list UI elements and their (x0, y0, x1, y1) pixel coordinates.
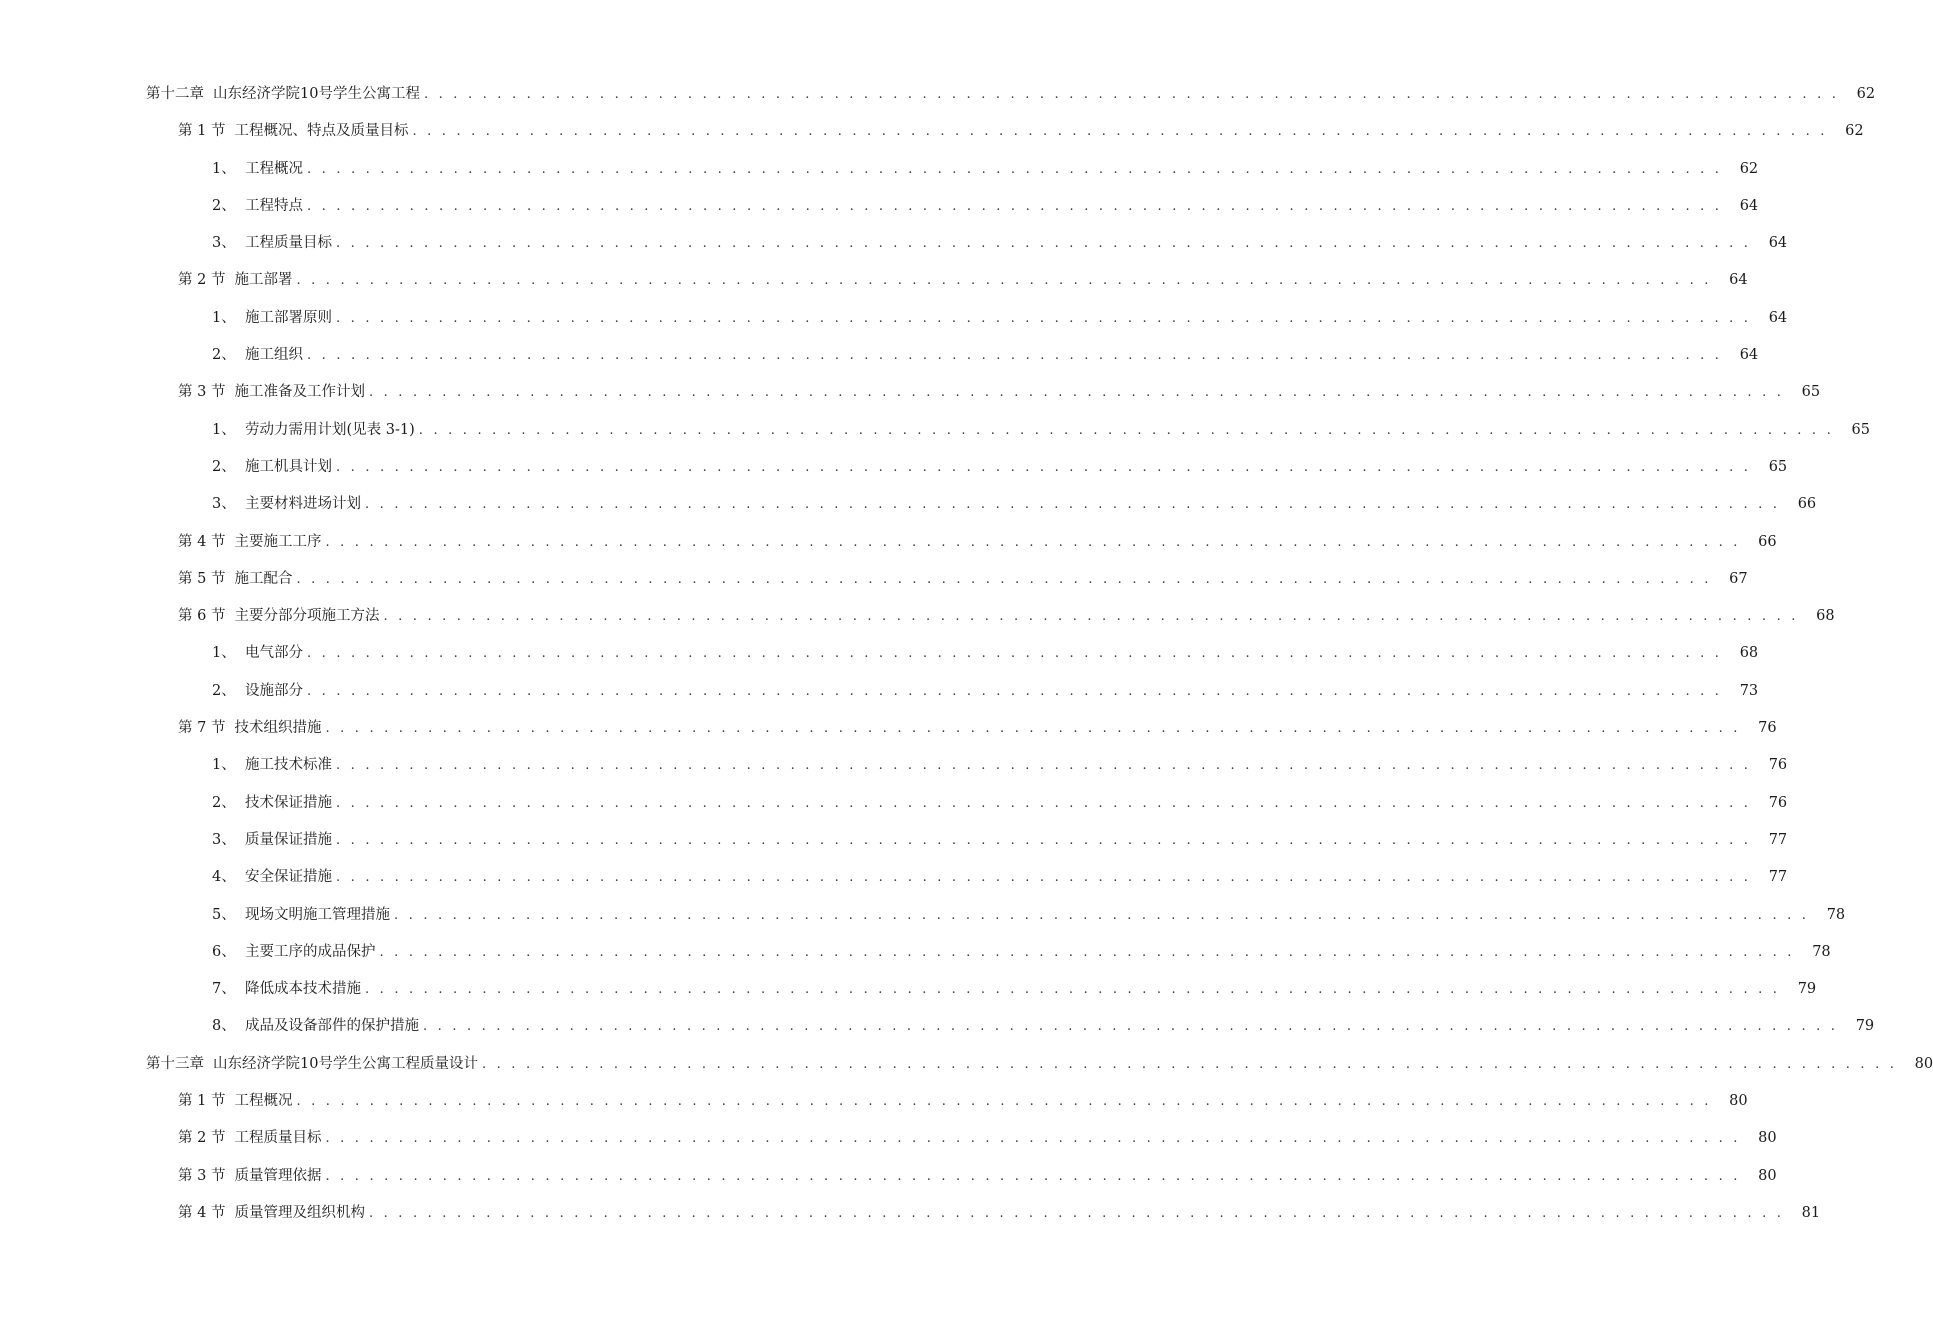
toc-entry-title: 技术组织措施 (234, 720, 322, 737)
toc-section-entry[interactable] (0, 113, 1864, 150)
toc-entry-title: 质量管理及组织机构 (234, 1204, 365, 1221)
toc-entry-title: 降低成本技术措施 (245, 981, 361, 998)
toc-entry-title: 工程质量目标 (245, 235, 332, 252)
toc-page-number: 73 (1739, 682, 1759, 699)
toc-page-number: 80 (1758, 1167, 1777, 1184)
toc-entry-number: 第 1 节 (178, 123, 226, 140)
dot-leader: . . . . . . . . . . . . . . . . . . . . . . . . . . . . . . . . . . . . . . . . . . . . . . . . . . . . . . . . . . . . . . . . . . . . . . . . . . . . . . . . . . . . . . . . . . . . . . . . . (336, 832, 1752, 848)
dot-leader: . . . . . . . . . . . . . . . . . . . . . . . . . . . . . . . . . . . . . . . . . . . . . . . . . . . . . . . . . . . . . . . . . . . . . . . . . . . . . . . . . . . . . . . . . . . . . . . . . (379, 944, 1795, 960)
toc-entry-number: 第 4 节 (178, 1204, 226, 1221)
toc-page-number: 65 (1768, 458, 1788, 475)
toc-entry-number: 2、 (212, 682, 236, 699)
toc-entry-number: 第 5 节 (178, 570, 226, 587)
toc-section-entry[interactable] (0, 710, 1777, 747)
toc-page-number: 62 (1739, 160, 1759, 177)
toc-entry-title: 施工技术标准 (245, 757, 332, 774)
toc-page-number: 62 (1845, 123, 1864, 140)
toc-entry-number: 1、 (212, 421, 236, 438)
toc-page-number: 76 (1758, 720, 1777, 737)
dot-leader: . . . . . . . . . . . . . . . . . . . . . . . . . . . . . . . . . . . . . . . . . . . . . . . . . . . . . . . . . . . . . . . . . . . . . . . . . . . . . . . . . . . . . . . . . . . . . . . . . (296, 571, 1712, 587)
toc-item-entry[interactable] (0, 635, 1759, 672)
toc-entry-number: 2、 (212, 347, 236, 364)
toc-item-entry[interactable] (0, 747, 1788, 784)
toc-entry-title: 设施部分 (245, 682, 303, 699)
toc-item-entry[interactable] (0, 822, 1788, 859)
toc-entry-number: 第 2 节 (178, 272, 226, 289)
toc-page-number: 81 (1801, 1204, 1821, 1221)
toc-entry-number: 1、 (212, 645, 236, 662)
dot-leader: . . . . . . . . . . . . . . . . . . . . . . . . . . . . . . . . . . . . . . . . . . . . . . . . . . . . . . . . . . . . . . . . . . . . . . . . . . . . . . . . . . . . . . . . . . . . . . . . . (336, 758, 1752, 774)
toc-entry-number: 6、 (212, 943, 236, 960)
dot-leader: . . . . . . . . . . . . . . . . . . . . . . . . . . . . . . . . . . . . . . . . . . . . . . . . . . . . . . . . . . . . . . . . . . . . . . . . . . . . . . . . . . . . . . . . . . . . . . . . . (336, 795, 1752, 811)
toc-entry-title: 施工机具计划 (245, 458, 332, 475)
dot-leader: . . . . . . . . . . . . . . . . . . . . . . . . . . . . . . . . . . . . . . . . . . . . . . . . . . . . . . . . . . . . . . . . . . . . . . . . . . . . . . . . . . . . . . . . . . . . . . . . . (412, 124, 1828, 140)
toc-chapter-entry[interactable] (0, 76, 1876, 113)
toc-item-entry[interactable] (0, 897, 1846, 934)
toc-section-entry[interactable] (0, 1195, 1821, 1232)
toc-entry-number: 2、 (212, 458, 236, 475)
dot-leader: . . . . . . . . . . . . . . . . . . . . . . . . . . . . . . . . . . . . . . . . . . . . . . . . . . . . . . . . . . . . . . . . . . . . . . . . . . . . . . . . . . . . . . . . . . . . . . . . . (423, 1019, 1839, 1035)
toc-item-entry[interactable] (0, 934, 1831, 971)
toc-entry-title: 成品及设备部件的保护措施 (245, 1018, 419, 1035)
toc-section-entry[interactable] (0, 374, 1821, 411)
toc-entry-title: 主要工序的成品保护 (245, 943, 376, 960)
toc-entry-number: 第十三章 (146, 1055, 204, 1072)
toc-page-number: 80 (1758, 1130, 1777, 1147)
toc-page-number: 64 (1739, 197, 1759, 214)
toc-item-entry[interactable] (0, 449, 1788, 486)
toc-page-number: 66 (1758, 533, 1777, 550)
toc-entry-number: 第 1 节 (178, 1093, 226, 1110)
dot-leader: . . . . . . . . . . . . . . . . . . . . . . . . . . . . . . . . . . . . . . . . . . . . . . . . . . . . . . . . . . . . . . . . . . . . . . . . . . . . . . . . . . . . . . . . . . . . . . . . . (307, 161, 1723, 177)
toc-page-number: 68 (1739, 645, 1759, 662)
toc-entry-title: 劳动力需用计划(见表 3-1) (245, 421, 415, 438)
toc-page-number: 76 (1768, 757, 1788, 774)
toc-item-entry[interactable] (0, 673, 1759, 710)
toc-item-entry[interactable] (0, 300, 1788, 337)
toc-page-number: 79 (1855, 1018, 1875, 1035)
dot-leader: . . . . . . . . . . . . . . . . . . . . . . . . . . . . . . . . . . . . . . . . . . . . . . . . . . . . . . . . . . . . . . . . . . . . . . . . . . . . . . . . . . . . . . . . . . . . . . . . . (325, 721, 1741, 737)
toc-entry-title: 施工准备及工作计划 (234, 384, 365, 401)
toc-section-entry[interactable] (0, 1083, 1748, 1120)
toc-page-number: 62 (1856, 86, 1876, 102)
dot-leader: . . . . . . . . . . . . . . . . . . . . . . . . . . . . . . . . . . . . . . . . . . . . . . . . . . . . . . . . . . . . . . . . . . . . . . . . . . . . . . . . . . . . . . . . . . . . . . . . . (394, 907, 1810, 923)
toc-entry-title: 主要材料进场计划 (245, 496, 361, 513)
toc-item-entry[interactable] (0, 859, 1788, 896)
table-of-contents (0, 76, 1933, 1232)
toc-entry-number: 3、 (212, 235, 236, 252)
toc-entry-title: 工程概况、特点及质量目标 (234, 123, 409, 140)
toc-entry-title: 施工组织 (245, 347, 303, 364)
toc-entry-number: 1、 (212, 160, 236, 177)
toc-entry-number: 第 6 节 (178, 608, 226, 625)
toc-page-number: 65 (1851, 421, 1870, 438)
toc-page-number: 67 (1729, 570, 1748, 587)
dot-leader: . . . . . . . . . . . . . . . . . . . . . . . . . . . . . . . . . . . . . . . . . . . . . . . . . . . . . . . . . . . . . . . . . . . . . . . . . . . . . . . . . . . . . . . . . . . . . . . . . (336, 310, 1752, 326)
toc-entry-number: 8、 (212, 1018, 236, 1035)
toc-entry-number: 5、 (212, 906, 236, 923)
toc-section-entry[interactable] (0, 1158, 1777, 1195)
toc-entry-title: 施工配合 (234, 570, 293, 587)
toc-entry-title: 山东经济学院10号学生公寓工程 (213, 86, 420, 102)
toc-page-number: 68 (1816, 608, 1835, 625)
dot-leader: . . . . . . . . . . . . . . . . . . . . . . . . . . . . . . . . . . . . . . . . . . . . . . . . . . . . . . . . . . . . . . . . . . . . . . . . . . . . . . . . . . . . . . . . . . . . . . . . . (336, 236, 1752, 252)
dot-leader: . . . . . . . . . . . . . . . . . . . . . . . . . . . . . . . . . . . . . . . . . . . . . . . . . . . . . . . . . . . . . . . . . . . . . . . . . . . . . . . . . . . . . . . . . . . . . . . . . (307, 683, 1723, 699)
toc-page-number: 64 (1729, 272, 1748, 289)
toc-entry-title: 施工部署 (234, 272, 293, 289)
toc-entry-title: 施工部署原则 (245, 309, 332, 326)
toc-entry-title: 工程概况 (245, 160, 303, 177)
dot-leader: . . . . . . . . . . . . . . . . . . . . . . . . . . . . . . . . . . . . . . . . . . . . . . . . . . . . . . . . . . . . . . . . . . . . . . . . . . . . . . . . . . . . . . . . . . . . . . . . . (307, 348, 1723, 364)
toc-section-entry[interactable] (0, 1120, 1777, 1157)
toc-entry-number: 第 2 节 (178, 1130, 226, 1147)
dot-leader: . . . . . . . . . . . . . . . . . . . . . . . . . . . . . . . . . . . . . . . . . . . . . . . . . . . . . . . . . . . . . . . . . . . . . . . . . . . . . . . . . . . . . . . . . . . . . . . . . (296, 273, 1712, 289)
toc-entry-number: 3、 (212, 496, 236, 513)
toc-entry-title: 质量保证措施 (245, 831, 332, 848)
toc-page-number: 77 (1768, 869, 1788, 886)
toc-page-number: 65 (1801, 384, 1821, 401)
dot-leader: . . . . . . . . . . . . . . . . . . . . . . . . . . . . . . . . . . . . . . . . . . . . . . . . . . . . . . . . . . . . . . . . . . . . . . . . . . . . . . . . . . . . . . . . . . . . . . . . . (296, 1094, 1712, 1110)
toc-entry-title: 工程特点 (245, 197, 303, 214)
toc-entry-number: 第 4 节 (178, 533, 226, 550)
toc-entry-title: 质量管理依据 (234, 1167, 322, 1184)
toc-page-number: 64 (1768, 235, 1788, 252)
toc-entry-title: 工程质量目标 (234, 1130, 322, 1147)
toc-entry-number: 1、 (212, 757, 236, 774)
toc-item-entry[interactable] (0, 412, 1870, 449)
toc-entry-number: 第 7 节 (178, 720, 226, 737)
toc-entry-number: 7、 (212, 981, 236, 998)
toc-entry-number: 第十二章 (146, 86, 204, 102)
toc-entry-title: 工程概况 (234, 1093, 293, 1110)
dot-leader: . . . . . . . . . . . . . . . . . . . . . . . . . . . . . . . . . . . . . . . . . . . . . . . . . . . . . . . . . . . . . . . . . . . . . . . . . . . . . . . . . . . . . . . . . . . . . . . . . (307, 198, 1723, 214)
toc-section-entry[interactable] (0, 262, 1748, 299)
toc-entry-title: 技术保证措施 (245, 794, 332, 811)
toc-page-number: 76 (1768, 794, 1788, 811)
dot-leader: . . . . . . . . . . . . . . . . . . . . . . . . . . . . . . . . . . . . . . . . . . . . . . . . . . . . . . . . . . . . . . . . . . . . . . . . . . . . . . . . . . . . . . . . . . . . . . . . . (325, 1168, 1741, 1184)
toc-item-entry[interactable] (0, 188, 1759, 225)
dot-leader: . . . . . . . . . . . . . . . . . . . . . . . . . . . . . . . . . . . . . . . . . . . . . . . . . . . . . . . . . . . . . . . . . . . . . . . . . . . . . . . . . . . . . . . . . . . . . . . . . (325, 534, 1741, 550)
dot-leader: . . . . . . . . . . . . . . . . . . . . . . . . . . . . . . . . . . . . . . . . . . . . . . . . . . . . . . . . . . . . . . . . . . . . . . . . . . . . . . . . . . . . . . . . . . . . . . . . . (418, 422, 1834, 438)
toc-page-number: 64 (1739, 347, 1759, 364)
toc-item-entry[interactable] (0, 486, 1817, 523)
dot-leader: . . . . . . . . . . . . . . . . . . . . . . . . . . . . . . . . . . . . . . . . . . . . . . . . . . . . . . . . . . . . . . . . . . . . . . . . . . . . . . . . . . . . . . . . . . . . . . . . . (307, 646, 1723, 662)
toc-page-number: 80 (1914, 1055, 1933, 1072)
toc-entry-number: 1、 (212, 309, 236, 326)
dot-leader: . . . . . . . . . . . . . . . . . . . . . . . . . . . . . . . . . . . . . . . . . . . . . . . . . . . . . . . . . . . . . . . . . . . . . . . . . . . . . . . . . . . . . . . . . . . . . . . . . (423, 87, 1840, 102)
dot-leader: . . . . . . . . . . . . . . . . . . . . . . . . . . . . . . . . . . . . . . . . . . . . . . . . . . . . . . . . . . . . . . . . . . . . . . . . . . . . . . . . . . . . . . . . . . . . . . . . . (383, 609, 1799, 625)
toc-page-number: 78 (1812, 943, 1831, 960)
toc-page-number: 78 (1826, 906, 1846, 923)
toc-entry-number: 2、 (212, 197, 236, 214)
toc-entry-number: 第 3 节 (178, 1167, 226, 1184)
toc-page-number: 66 (1797, 496, 1817, 513)
dot-leader: . . . . . . . . . . . . . . . . . . . . . . . . . . . . . . . . . . . . . . . . . . . . . . . . . . . . . . . . . . . . . . . . . . . . . . . . . . . . . . . . . . . . . . . . . . . . . . . . . (336, 459, 1752, 475)
toc-entry-title: 安全保证措施 (245, 869, 332, 886)
toc-entry-number: 2、 (212, 794, 236, 811)
toc-entry-number: 4、 (212, 869, 236, 886)
dot-leader: . . . . . . . . . . . . . . . . . . . . . . . . . . . . . . . . . . . . . . . . . . . . . . . . . . . . . . . . . . . . . . . . . . . . . . . . . . . . . . . . . . . . . . . . . . . . . . . . . (368, 385, 1785, 401)
toc-entry-title: 电气部分 (245, 645, 303, 662)
toc-section-entry[interactable] (0, 524, 1777, 561)
toc-item-entry[interactable] (0, 225, 1788, 262)
toc-entry-number: 3、 (212, 831, 236, 848)
toc-page-number: 80 (1729, 1093, 1748, 1110)
toc-entry-title: 现场文明施工管理措施 (245, 906, 390, 923)
toc-item-entry[interactable] (0, 785, 1788, 822)
dot-leader: . . . . . . . . . . . . . . . . . . . . . . . . . . . . . . . . . . . . . . . . . . . . . . . . . . . . . . . . . . . . . . . . . . . . . . . . . . . . . . . . . . . . . . . . . . . . . . . . . (368, 1205, 1785, 1221)
dot-leader: . . . . . . . . . . . . . . . . . . . . . . . . . . . . . . . . . . . . . . . . . . . . . . . . . . . . . . . . . . . . . . . . . . . . . . . . . . . . . . . . . . . . . . . . . . . . . . . . . (325, 1131, 1741, 1147)
toc-entry-title: 主要施工工序 (234, 533, 322, 550)
toc-page-number: 79 (1797, 981, 1817, 998)
toc-item-entry[interactable] (0, 971, 1817, 1008)
toc-page-number: 64 (1768, 309, 1788, 326)
toc-entry-title: 山东经济学院10号学生公寓工程质量设计 (213, 1055, 478, 1072)
dot-leader: . . . . . . . . . . . . . . . . . . . . . . . . . . . . . . . . . . . . . . . . . . . . . . . . . . . . . . . . . . . . . . . . . . . . . . . . . . . . . . . . . . . . . . . . . . . . . . . . . (336, 870, 1752, 886)
toc-item-entry[interactable] (0, 1008, 1875, 1045)
toc-chapter-entry[interactable] (0, 1046, 1933, 1083)
toc-item-entry[interactable] (0, 337, 1759, 374)
toc-item-entry[interactable] (0, 151, 1759, 188)
toc-section-entry[interactable] (0, 561, 1748, 598)
dot-leader: . . . . . . . . . . . . . . . . . . . . . . . . . . . . . . . . . . . . . . . . . . . . . . . . . . . . . . . . . . . . . . . . . . . . . . . . . . . . . . . . . . . . . . . . . . . . . . . . . (365, 982, 1781, 998)
toc-entry-title: 主要分部分项施工方法 (234, 608, 380, 625)
toc-entry-number: 第 3 节 (178, 384, 226, 401)
dot-leader: . . . . . . . . . . . . . . . . . . . . . . . . . . . . . . . . . . . . . . . . . . . . . . . . . . . . . . . . . . . . . . . . . . . . . . . . . . . . . . . . . . . . . . . . . . . . . . . . . (481, 1056, 1898, 1072)
dot-leader: . . . . . . . . . . . . . . . . . . . . . . . . . . . . . . . . . . . . . . . . . . . . . . . . . . . . . . . . . . . . . . . . . . . . . . . . . . . . . . . . . . . . . . . . . . . . . . . . . (365, 497, 1781, 513)
toc-page-number: 77 (1768, 831, 1788, 848)
toc-section-entry[interactable] (0, 598, 1835, 635)
